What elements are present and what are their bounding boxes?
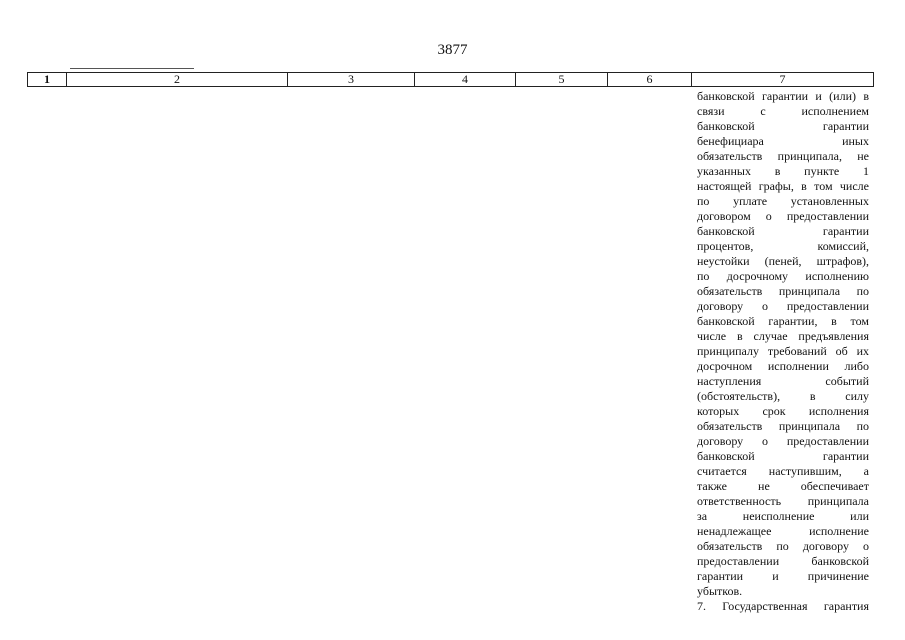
column-header-6: 6 [608,73,692,87]
text-line: неустойки (пеней, штрафов), [697,254,869,268]
text-line: которых срок исполнения [697,404,869,418]
text-line: договору о предоставлении [697,434,869,448]
text-line: договором о предоставлении [697,209,869,223]
text-line: обязательств по договору о [697,539,869,553]
text-line: банковской гарантии и (или) в [697,89,869,103]
text-line: банковской гарантии [697,224,869,238]
column-header-1: 1 [28,73,67,87]
text-line: указанных в пункте 1 [697,164,869,178]
column-number-row [28,73,874,87]
column-header-3: 3 [288,73,415,87]
text-line: 7. Государственная гарантия [697,599,869,613]
text-line: гарантии и причинение [697,569,869,583]
text-line: убытков. [697,584,743,598]
text-line: связи с исполнением [697,104,869,118]
text-line: банковской гарантии [697,449,869,463]
text-line: (обстоятельств), в силу [697,389,869,403]
column-header-table [27,72,874,87]
header-overline [70,68,194,69]
text-line: предоставлении банковской [697,554,869,568]
text-line: ответственность принципала [697,494,869,508]
text-line: бенефициара иных [697,134,869,148]
text-line: считается наступившим, а [697,464,869,478]
column-header-5: 5 [516,73,608,87]
column-header-7: 7 [692,73,874,87]
text-line: за неисполнение или [697,509,869,523]
text-line: процентов, комиссий, [697,239,869,253]
page-number: 3877 [437,42,468,58]
text-line: ненадлежащее исполнение [697,524,869,538]
text-line: банковской гарантии, в том [697,314,869,328]
text-line: наступления событий [697,374,869,388]
text-line: досрочном исполнении либо [697,359,869,373]
text-line: также не обеспечивает [697,479,869,493]
column-header-2: 2 [67,73,288,87]
text-line: банковской гарантии [697,119,869,133]
text-line: договору о предоставлении [697,299,869,313]
text-line: обязательств принципала, не [697,149,869,163]
column-header-4: 4 [415,73,516,87]
text-line: обязательств принципала по [697,284,869,298]
text-line: по досрочному исполнению [697,269,869,283]
text-line: по уплате установленных [697,194,869,208]
text-line: обязательств принципала по [697,419,869,433]
text-line: настоящей графы, в том числе [697,179,869,193]
text-line: числе в случае предъявления [697,329,869,343]
column-7-text [697,89,869,614]
text-line: принципалу требований об их [697,344,869,358]
